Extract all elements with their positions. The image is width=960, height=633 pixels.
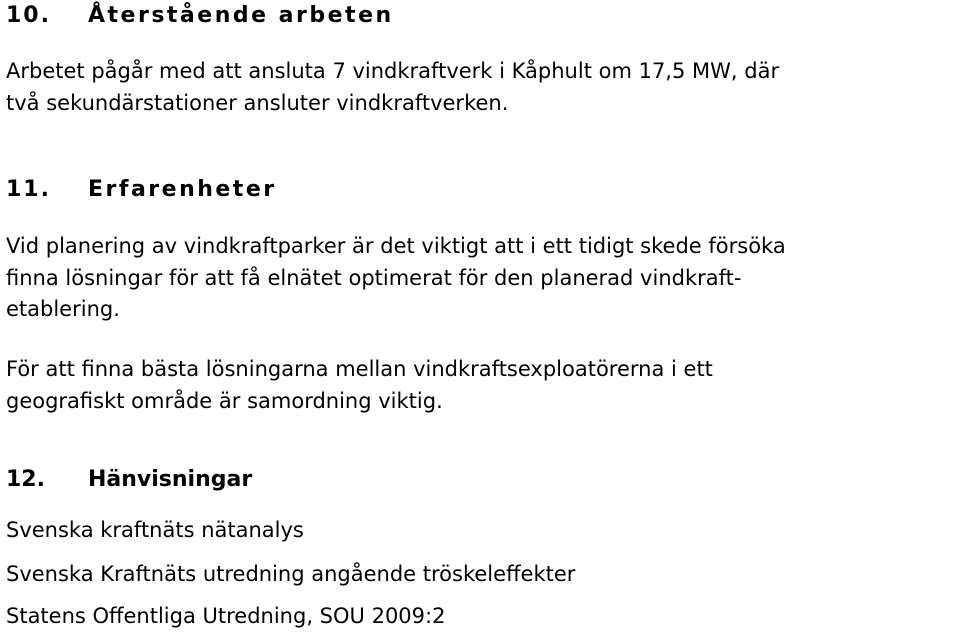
paragraph-line: Arbetet pågår med att ansluta 7 vindkraftverk i Kåphult om 17,5 MW, där bbox=[6, 59, 780, 83]
paragraph-line: två sekundärstationer ansluter vindkraftverken. bbox=[6, 90, 509, 115]
section-12-title: Hänvisningar bbox=[88, 467, 253, 492]
section-10-paragraph-1 bbox=[6, 56, 946, 119]
section-12-heading bbox=[6, 465, 252, 495]
paragraph-line: geografiskt område är samordning viktig. bbox=[6, 388, 443, 413]
section-12-number: 12. bbox=[6, 467, 45, 492]
section-10-number: 10. bbox=[6, 3, 51, 28]
section-10-title: Återstående arbeten bbox=[88, 3, 394, 28]
section-11-paragraph-1 bbox=[6, 231, 946, 326]
section-11-title: Erfarenheter bbox=[88, 177, 277, 202]
paragraph-line: etablering. bbox=[6, 297, 120, 321]
section-10-heading bbox=[6, 1, 394, 31]
reference-item: Svenska Kraftnäts utredning angående tröskeleffekter bbox=[6, 562, 576, 586]
reference-item: Statens Offentliga Utredning, SOU 2009:2 bbox=[6, 604, 446, 628]
section-11-number: 11. bbox=[6, 177, 51, 202]
paragraph-line: Vid planering av vindkraftparker är det viktigt att i ett tidigt skede försöka bbox=[6, 234, 786, 258]
paragraph-line: finna lösningar för att få elnätet optimerat för den planerad vindkraft- bbox=[6, 265, 742, 290]
section-11-paragraph-2 bbox=[6, 354, 946, 417]
reference-item: Svenska kraftnäts nätanalys bbox=[6, 518, 304, 542]
section-11-heading bbox=[6, 175, 277, 205]
paragraph-line: För att finna bästa lösningarna mellan vindkraftsexploatörerna i ett bbox=[6, 357, 713, 381]
